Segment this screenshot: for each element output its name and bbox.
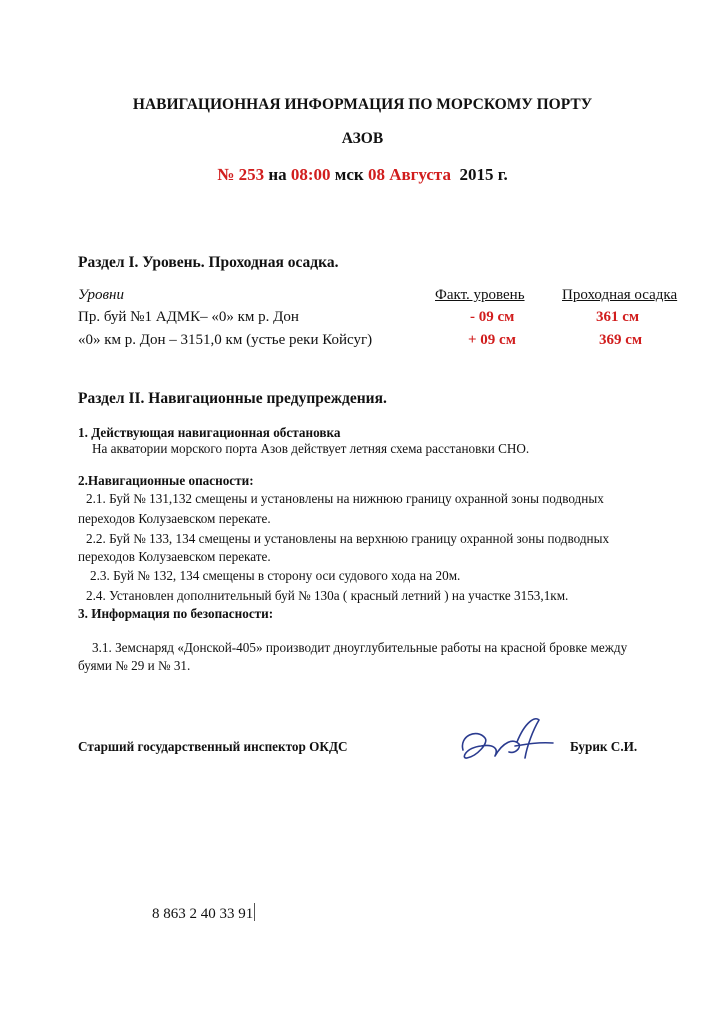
level-row-1-fact: - 09 см	[470, 309, 515, 325]
issue-time: 08:00	[290, 165, 331, 184]
hazard-2-1-line2: переходов Колузаевском перекате.	[78, 511, 271, 526]
document-title: НАВИГАЦИОННАЯ ИНФОРМАЦИЯ ПО МОРСКОМУ ПОРТУ	[132, 96, 593, 113]
issue-number: 253	[238, 165, 265, 184]
section2-title: Раздел II. Навигационные предупреждения.	[78, 390, 387, 407]
level-row-1-draft: 361 см	[596, 309, 640, 325]
signature-image	[455, 712, 565, 772]
issue-timezone: мск	[334, 165, 364, 184]
situation-heading: 1. Действующая навигационная обстановка	[78, 425, 341, 440]
level-row-1-location: Пр. буй №1 АДМК– «0» км р. Дон	[78, 309, 299, 325]
safety-line2: буями № 29 и № 31.	[78, 658, 191, 673]
issue-date: 08 Августа	[367, 165, 451, 184]
text-cursor-mark	[254, 903, 255, 921]
fact-level-header: Факт. уровень	[435, 287, 525, 303]
hazard-2-3: 2.3. Буй № 132, 134 смещены в сторону оси судового хода на 20м.	[90, 568, 461, 583]
issue-at: на	[268, 165, 287, 184]
safety-line1: 3.1. Земснаряд «Донской-405» производит дноуглубительные работы на красной бровке между	[92, 640, 628, 655]
issue-line	[0, 165, 725, 185]
issue-year: 2015 г.	[459, 165, 508, 184]
level-row-2-draft: 369 см	[599, 332, 643, 348]
inspector-name: Бурик С.И.	[570, 739, 638, 754]
hazard-2-4: 2.4. Установлен дополнительный буй № 130а ( красный летний ) на участке 3153,1км.	[86, 588, 569, 603]
phone-number-line	[152, 903, 255, 923]
hazards-heading: 2.Навигационные опасности:	[78, 473, 254, 488]
inspector-position: Старший государственный инспектор ОКДС	[78, 739, 348, 754]
port-name: АЗОВ	[341, 130, 384, 147]
phone-number: 8 863 2 40 33 91	[152, 906, 254, 922]
hazard-2-2-line1: 2.2. Буй № 133, 134 смещены и установлены на верхнюю границу охранной зоны подводных	[86, 531, 610, 546]
hazard-2-1-line1: 2.1. Буй № 131,132 смещены и установлены на нижнюю границу охранной зоны подводных	[86, 491, 604, 506]
hazard-2-2-line2: переходов Колузаевском перекате.	[78, 549, 271, 564]
safety-heading: 3. Информация по безопасности:	[78, 606, 274, 621]
draft-header: Проходная осадка	[562, 287, 678, 303]
level-row-2-fact: + 09 см	[468, 332, 516, 348]
situation-text: На акватории морского порта Азов действует летняя схема расстановки СНО.	[92, 441, 530, 456]
levels-header: Уровни	[78, 287, 124, 303]
section1-title: Раздел I. Уровень. Проходная осадка.	[78, 254, 339, 271]
level-row-2-location: «0» км р. Дон – 3151,0 км (устье реки Койсуг)	[78, 332, 373, 348]
issue-number-sign: №	[217, 165, 235, 184]
